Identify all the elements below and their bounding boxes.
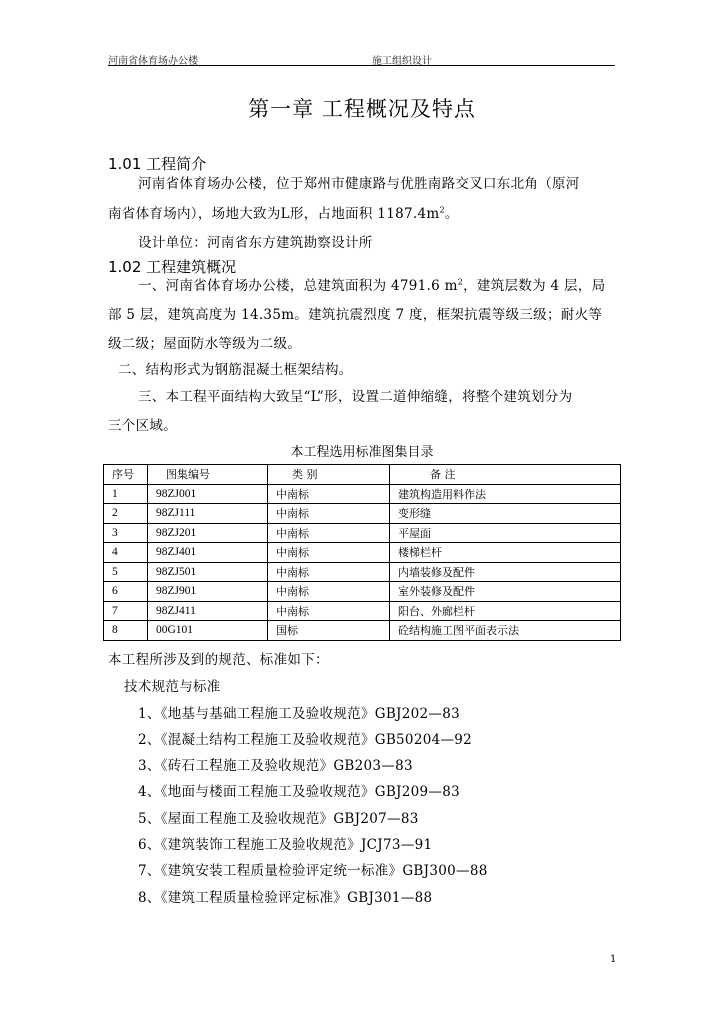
table-header-row (104, 465, 621, 485)
paragraph-layout-line2: 三个区域。 (108, 418, 177, 434)
table-cell: 98ZJ001 (148, 484, 268, 504)
standards-subheading: 技术规范与标准 (124, 679, 221, 695)
header-rule (108, 65, 615, 66)
paragraph-intro-line1: 河南省体育场办公楼，位于郑州市健康路与优胜南路交叉口东北角（原河 (138, 176, 580, 192)
section-heading-1-02: 1.02 工程建筑概况 (108, 258, 237, 276)
header-center: 施工组织设计 (372, 56, 432, 67)
table-cell: 00G101 (148, 621, 268, 641)
table-header-cell: 序号 (104, 465, 148, 485)
paragraph-intro-line2: 南省体育场内），场地大致为L形，占地面积 $1187.4m^2$。 (108, 205, 459, 222)
table-cell: 6 (104, 582, 148, 602)
table-row (104, 504, 621, 524)
paragraph-overview-line3: 级二级；屋面防水等级为二级。 (108, 336, 302, 352)
paragraph-layout-line1: 三、本工程平面结构大致呈“L”形，设置二道伸缩缝，将整个建筑划分为 (138, 389, 573, 405)
standard-item-1: 1、《地基与基础工程施工及验收规范》GBJ202—83 (138, 706, 461, 722)
standard-item-8: 8、《建筑工程质量检验评定标准》GBJ301—88 (138, 890, 433, 906)
superscript: 2 (439, 205, 445, 215)
table-cell: 3 (104, 523, 148, 543)
table-header-cell: 图集编号 (148, 465, 268, 485)
standards-intro: 本工程所涉及到的规范、标准如下： (108, 652, 329, 668)
header-left: 河南省体育场办公楼 (108, 56, 198, 67)
table-cell: 中南标 (268, 562, 390, 582)
paragraph-overview-line2: 部 5 层，建筑高度为 14.35m。建筑抗震烈度 7 度，框架抗震等级三级；耐火等 (108, 307, 603, 323)
table-cell: 楼梯栏杆 (390, 543, 621, 563)
table-row (104, 562, 621, 582)
page-number: 1 (610, 954, 617, 965)
table-cell: 中南标 (268, 523, 390, 543)
table-cell: 7 (104, 601, 148, 621)
table-cell: 建筑构造用料作法 (390, 484, 621, 504)
table-cell: 中南标 (268, 582, 390, 602)
standard-item-2: 2、《混凝土结构工程施工及验收规范》GB50204—92 (138, 732, 473, 748)
table-cell: 中南标 (268, 601, 390, 621)
standard-item-3: 3、《砖石工程施工及验收规范》GB203—83 (138, 758, 413, 774)
table-cell: 国标 (268, 621, 390, 641)
table-cell: 中南标 (268, 543, 390, 563)
table-header-cell: 备 注 (390, 465, 621, 485)
table-cell: 2 (104, 504, 148, 524)
paragraph-overview-line1: 一、河南省体育场办公楼，总建筑面积为 4791.6 $m^2$，建筑层数为 4 层，局 (138, 277, 606, 294)
table-header-cell: 类 别 (268, 465, 390, 485)
standard-item-4: 4、《地面与楼面工程施工及验收规范》GBJ209—83 (138, 784, 461, 800)
standard-item-5: 5、《屋面工程施工及验收规范》GBJ207—83 (138, 811, 419, 827)
standard-item-7: 7、《建筑安装工程质量检验评定统一标准》GBJ300—88 (138, 863, 488, 879)
standard-item-6: 6、《建筑装饰工程施工及验收规范》JCJ73—91 (138, 837, 433, 853)
chapter-title: 第一章 工程概况及特点 (248, 97, 476, 121)
table-cell: 中南标 (268, 504, 390, 524)
table-cell: 变形缝 (390, 504, 621, 524)
table-row (104, 621, 621, 641)
table-cell: 98ZJ901 (148, 582, 268, 602)
table-row (104, 484, 621, 504)
table-cell: 8 (104, 621, 148, 641)
table-cell: 1 (104, 484, 148, 504)
table-row (104, 523, 621, 543)
table-cell: 98ZJ111 (148, 504, 268, 524)
table-cell: 5 (104, 562, 148, 582)
table-row (104, 601, 621, 621)
table-row (104, 543, 621, 563)
standards-atlas-table (103, 464, 621, 641)
paragraph-structure: 二、结构形式为钢筋混凝土框架结构。 (118, 362, 353, 378)
table-cell: 4 (104, 543, 148, 563)
superscript: 2 (457, 277, 464, 287)
table-cell: 98ZJ201 (148, 523, 268, 543)
table-caption: 本工程选用标准图集目录 (290, 445, 434, 460)
table-cell: 平屋面 (390, 523, 621, 543)
table-cell: 内墙装修及配件 (390, 562, 621, 582)
table-cell: 中南标 (268, 484, 390, 504)
table-cell: 98ZJ411 (148, 601, 268, 621)
table-cell: 室外装修及配件 (390, 582, 621, 602)
table-cell: 阳台、外廊栏杆 (390, 601, 621, 621)
table-row (104, 582, 621, 602)
table-cell: 98ZJ501 (148, 562, 268, 582)
paragraph-designer: 设计单位：河南省东方建筑勘察设计所 (138, 235, 373, 251)
section-heading-1-01: 1.01 工程简介 (108, 155, 207, 173)
table-cell: 砼结构施工图平面表示法 (390, 621, 621, 641)
table-cell: 98ZJ401 (148, 543, 268, 563)
